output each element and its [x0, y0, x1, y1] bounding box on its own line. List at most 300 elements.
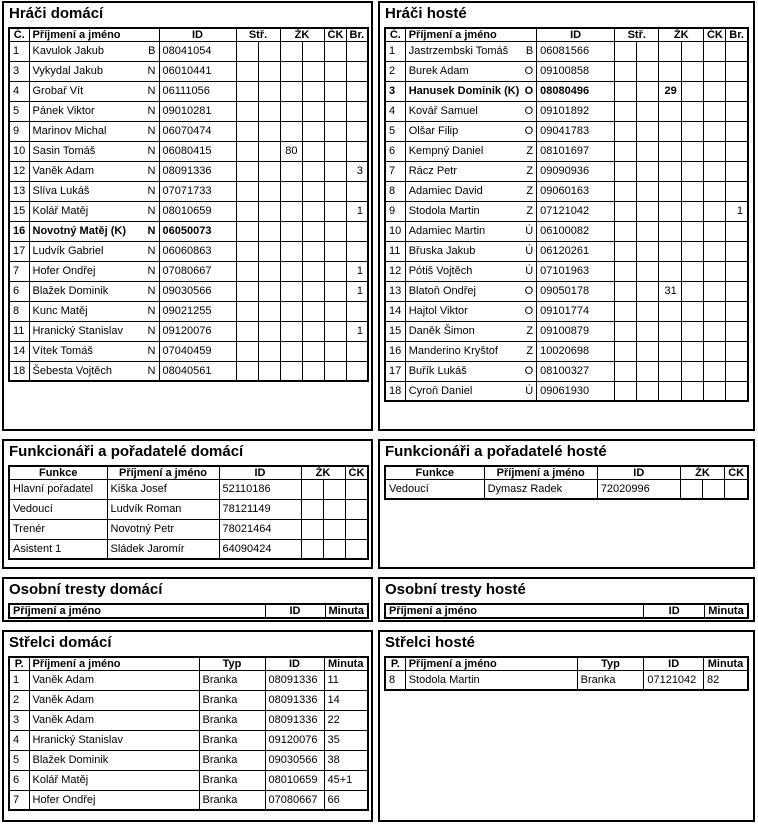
player-number: 16: [385, 341, 405, 361]
player-yellow-card-1: [659, 181, 681, 201]
player-name: Vítek Tomáš: [32, 345, 93, 358]
player-yellow-card-1: [280, 221, 302, 241]
player-goals: [726, 341, 748, 361]
player-substitution-1: [615, 281, 637, 301]
player-yellow-card-2: [302, 261, 324, 281]
official-row: [9, 479, 368, 499]
player-number: 4: [385, 101, 405, 121]
player-number: 13: [9, 181, 29, 201]
player-yellow-card-2: [681, 261, 703, 281]
player-substitution-1: [615, 41, 637, 61]
official-yellow-card-2: [323, 479, 345, 499]
player-substitution-2: [637, 221, 659, 241]
player-substitution-2: [258, 261, 280, 281]
player-red-card: [703, 301, 725, 321]
col-header-goals: Br.: [346, 28, 368, 42]
player-substitution-2: [637, 101, 659, 121]
scorer-name: Blažek Dominik: [29, 750, 199, 770]
player-substitution-1: [236, 221, 258, 241]
player-name: Břuska Jakub: [408, 245, 476, 258]
player-name: Grobař Vít: [32, 85, 84, 98]
player-yellow-card-2: [302, 161, 324, 181]
player-position: N: [147, 345, 156, 358]
player-name: Adamiec Martin: [408, 225, 486, 238]
player-number: 1: [385, 41, 405, 61]
players-away-title: Hráči hosté: [385, 5, 467, 22]
player-yellow-card-1: [659, 101, 681, 121]
player-goals: [726, 61, 748, 81]
player-red-card: [703, 281, 725, 301]
official-yellow-card-2: [702, 479, 724, 499]
player-id: 06111056: [159, 81, 236, 101]
player-red-card: [703, 81, 725, 101]
official-role: Vedoucí: [9, 499, 107, 519]
player-yellow-card-1: [280, 241, 302, 261]
player-goals: 1: [346, 201, 368, 221]
official-role: Asistent 1: [9, 539, 107, 559]
scorer-type: Branka: [199, 670, 265, 690]
official-row: [9, 519, 368, 539]
player-yellow-card-2: [302, 321, 324, 341]
scorer-name: Vaněk Adam: [29, 690, 199, 710]
player-name-cell: [405, 81, 536, 101]
player-position: O: [524, 85, 534, 98]
player-yellow-card-2: [681, 281, 703, 301]
player-number: 14: [9, 341, 29, 361]
player-goals: 1: [726, 201, 748, 221]
player-name-cell: [29, 141, 159, 161]
player-name: Kempný Daniel: [408, 145, 484, 158]
player-row: [385, 161, 748, 181]
player-number: 5: [9, 101, 29, 121]
player-goals: [726, 261, 748, 281]
player-name: Kolář Matěj: [32, 205, 89, 218]
player-substitution-2: [637, 261, 659, 281]
player-yellow-card-2: [681, 101, 703, 121]
player-goals: [346, 141, 368, 161]
player-red-card: [324, 41, 346, 61]
scorer-row: [9, 710, 368, 730]
player-row: [385, 121, 748, 141]
col-header-goals: Br.: [726, 28, 748, 42]
player-goals: [726, 181, 748, 201]
player-goals: [726, 321, 748, 341]
player-substitution-2: [258, 201, 280, 221]
player-substitution-2: [258, 341, 280, 361]
scorer-name: Hranický Stanislav: [29, 730, 199, 750]
player-name: Slíva Lukáš: [32, 185, 90, 198]
player-substitution-2: [637, 141, 659, 161]
col-header-id: ID: [159, 28, 236, 42]
player-position: N: [147, 245, 156, 258]
player-number: 3: [9, 61, 29, 81]
player-id: 06050073: [159, 221, 236, 241]
player-goals: [726, 301, 748, 321]
col-header-id: ID: [265, 604, 325, 618]
official-row: [9, 499, 368, 519]
player-position: N: [147, 65, 156, 78]
player-substitution-2: [637, 241, 659, 261]
player-red-card: [703, 161, 725, 181]
player-number: 8: [9, 301, 29, 321]
player-name: Daněk Šimon: [408, 325, 475, 338]
col-header-minute: Minuta: [704, 657, 749, 671]
player-substitution-1: [236, 121, 258, 141]
penalties-home-header-row: [9, 604, 368, 618]
player-red-card: [703, 221, 725, 241]
player-red-card: [703, 361, 725, 381]
player-position: N: [147, 285, 156, 298]
player-name: Cyroň Daniel: [408, 385, 473, 398]
player-row: [385, 81, 748, 101]
player-yellow-card-2: [302, 101, 324, 121]
player-name: Ludvík Gabriel: [32, 245, 104, 258]
col-header-name: Příjmení a jméno: [29, 657, 199, 671]
player-row: [385, 241, 748, 261]
player-yellow-card-2: [302, 301, 324, 321]
players-home-title: Hráči domácí: [9, 5, 104, 22]
player-goals: [726, 121, 748, 141]
player-goals: [726, 161, 748, 181]
player-row: [385, 41, 748, 61]
col-header-id: ID: [644, 657, 704, 671]
scorer-id: 07080667: [265, 790, 324, 810]
player-yellow-card-1: [280, 261, 302, 281]
player-goals: [346, 81, 368, 101]
player-row: [385, 61, 748, 81]
player-substitution-1: [615, 301, 637, 321]
player-yellow-card-1: 31: [659, 281, 681, 301]
player-yellow-card-2: [302, 201, 324, 221]
player-red-card: [324, 201, 346, 221]
player-yellow-card-1: [280, 121, 302, 141]
scorer-name: Vaněk Adam: [29, 710, 199, 730]
player-id: 09050178: [537, 281, 615, 301]
player-yellow-card-1: [659, 141, 681, 161]
scorers-section: [2, 630, 756, 822]
official-id: 64090424: [219, 539, 301, 559]
scorer-id: 08091336: [265, 690, 324, 710]
col-header-type: Typ: [577, 657, 644, 671]
player-yellow-card-2: [302, 41, 324, 61]
scorer-row: [9, 730, 368, 750]
player-substitution-2: [258, 301, 280, 321]
col-header-number: Č.: [9, 28, 29, 42]
penalties-away-header-row: [385, 604, 748, 618]
player-id: 09101774: [537, 301, 615, 321]
player-row: [9, 161, 368, 181]
player-substitution-1: [236, 101, 258, 121]
scorer-order: 7: [9, 790, 29, 810]
player-row: [9, 321, 368, 341]
player-number: 14: [385, 301, 405, 321]
player-row: [9, 241, 368, 261]
player-goals: 1: [346, 321, 368, 341]
scorer-name: Hofer Ondřej: [29, 790, 199, 810]
scorer-row: [9, 750, 368, 770]
player-row: [385, 381, 748, 401]
player-position: N: [147, 85, 156, 98]
col-header-minute: Minuta: [324, 657, 368, 671]
player-yellow-card-2: [681, 141, 703, 161]
player-yellow-card-2: [302, 341, 324, 361]
player-substitution-1: [615, 161, 637, 181]
player-yellow-card-2: [681, 161, 703, 181]
player-row: [9, 201, 368, 221]
player-position: Ú: [525, 385, 534, 398]
player-red-card: [324, 361, 346, 381]
player-substitution-1: [236, 181, 258, 201]
col-header-substitution: Stř.: [236, 28, 280, 42]
player-row: [385, 141, 748, 161]
official-red-card: [345, 539, 368, 559]
player-name-cell: [29, 321, 159, 341]
official-id: 78021464: [219, 519, 301, 539]
player-yellow-card-2: [681, 81, 703, 101]
player-position: N: [147, 365, 156, 378]
player-name: Kovář Samuel: [408, 105, 478, 118]
player-id: 07121042: [537, 201, 615, 221]
scorers-home-header-row: [9, 657, 368, 671]
player-id: 08041054: [159, 41, 236, 61]
penalties-home-panel: [2, 577, 373, 622]
player-substitution-1: [615, 121, 637, 141]
officials-home-title: Funkcionáři a pořadatelé domácí: [9, 443, 244, 460]
official-name: Sládek Jaromír: [107, 539, 219, 559]
player-row: [385, 281, 748, 301]
player-name-cell: [405, 201, 536, 221]
player-yellow-card-1: [280, 161, 302, 181]
player-substitution-2: [258, 221, 280, 241]
player-number: 10: [9, 141, 29, 161]
player-number: 17: [385, 361, 405, 381]
player-red-card: [324, 141, 346, 161]
player-name-cell: [405, 41, 536, 61]
player-number: 15: [385, 321, 405, 341]
player-name-cell: [405, 341, 536, 361]
player-red-card: [324, 341, 346, 361]
player-name-cell: [405, 101, 536, 121]
player-row: [9, 221, 368, 241]
player-number: 18: [385, 381, 405, 401]
player-name-cell: [405, 181, 536, 201]
player-red-card: [703, 121, 725, 141]
penalties-section: [2, 577, 756, 622]
scorer-type: Branka: [199, 690, 265, 710]
player-red-card: [703, 61, 725, 81]
scorer-row: [9, 770, 368, 790]
player-position: N: [147, 205, 156, 218]
player-position: Ú: [525, 225, 534, 238]
player-yellow-card-2: [302, 241, 324, 261]
player-red-card: [324, 321, 346, 341]
player-row: [9, 81, 368, 101]
player-row: [9, 101, 368, 121]
official-yellow-card-1: [680, 479, 702, 499]
player-name-cell: [29, 361, 159, 381]
player-row: [385, 361, 748, 381]
player-yellow-card-2: [302, 121, 324, 141]
player-substitution-1: [236, 341, 258, 361]
player-substitution-1: [615, 81, 637, 101]
player-yellow-card-1: [659, 221, 681, 241]
player-number: 3: [385, 81, 405, 101]
official-yellow-card-1: [301, 499, 323, 519]
player-goals: [346, 121, 368, 141]
player-goals: [346, 301, 368, 321]
player-row: [385, 321, 748, 341]
col-header-yellow-card: ŽK: [301, 466, 345, 480]
player-name: Blažek Dominik: [32, 285, 109, 298]
player-row: [9, 41, 368, 61]
player-position: O: [524, 305, 534, 318]
official-red-card: [345, 479, 368, 499]
player-substitution-1: [236, 61, 258, 81]
players-home-panel: [2, 1, 373, 431]
player-id: 09021255: [159, 301, 236, 321]
penalties-away-panel: [378, 577, 755, 622]
players-away-panel: [378, 1, 755, 431]
player-yellow-card-1: [280, 41, 302, 61]
player-name: Jastrzembski Tomáš: [408, 45, 509, 58]
officials-away-table: [384, 465, 749, 501]
player-position: O: [524, 125, 534, 138]
player-goals: [346, 41, 368, 61]
player-substitution-2: [258, 121, 280, 141]
official-role: Trenér: [9, 519, 107, 539]
player-id: 07071733: [159, 181, 236, 201]
player-yellow-card-1: [659, 201, 681, 221]
scorers-away-panel: [378, 630, 755, 822]
player-red-card: [703, 181, 725, 201]
official-name: Ludvík Roman: [107, 499, 219, 519]
player-red-card: [324, 161, 346, 181]
player-row: [9, 121, 368, 141]
player-id: 08010659: [159, 201, 236, 221]
player-yellow-card-2: [681, 221, 703, 241]
player-yellow-card-1: [280, 301, 302, 321]
player-goals: [726, 41, 748, 61]
player-number: 11: [385, 241, 405, 261]
scorer-order: 6: [9, 770, 29, 790]
player-row: [385, 181, 748, 201]
player-yellow-card-2: [681, 241, 703, 261]
player-yellow-card-1: [659, 381, 681, 401]
official-row: [9, 539, 368, 559]
player-yellow-card-1: [280, 321, 302, 341]
player-id: 08040561: [159, 361, 236, 381]
player-substitution-2: [637, 81, 659, 101]
player-substitution-2: [258, 161, 280, 181]
player-id: 09100858: [537, 61, 615, 81]
player-number: 9: [9, 121, 29, 141]
player-goals: [726, 361, 748, 381]
player-name-cell: [29, 281, 159, 301]
player-red-card: [324, 61, 346, 81]
official-name: Kiška Josef: [107, 479, 219, 499]
scorers-away-header-row: [385, 657, 748, 671]
official-id: 72020996: [597, 479, 680, 499]
player-name-cell: [405, 61, 536, 81]
player-name-cell: [29, 161, 159, 181]
scorer-minute: 22: [324, 710, 368, 730]
player-name-cell: [405, 381, 536, 401]
player-yellow-card-2: [681, 341, 703, 361]
scorers-away-title: Střelci hosté: [385, 634, 476, 651]
player-name-cell: [29, 201, 159, 221]
player-number: 18: [9, 361, 29, 381]
player-row: [9, 361, 368, 381]
player-goals: [346, 361, 368, 381]
player-name-cell: [405, 281, 536, 301]
player-goals: 3: [346, 161, 368, 181]
player-goals: [346, 101, 368, 121]
scorer-order: 4: [9, 730, 29, 750]
col-header-order: P.: [385, 657, 405, 671]
player-id: 10020698: [537, 341, 615, 361]
col-header-red-card: ČK: [703, 28, 725, 42]
player-number: 12: [385, 261, 405, 281]
player-position: O: [524, 105, 534, 118]
player-name: Olšar Filip: [408, 125, 459, 138]
player-name-cell: [29, 121, 159, 141]
player-substitution-2: [637, 61, 659, 81]
col-header-red-card: ČK: [725, 466, 748, 480]
player-red-card: [703, 241, 725, 261]
player-row: [9, 341, 368, 361]
players-home-table: [8, 27, 369, 383]
player-yellow-card-1: [659, 61, 681, 81]
player-position: N: [147, 165, 156, 178]
player-substitution-2: [258, 241, 280, 261]
player-yellow-card-1: [280, 61, 302, 81]
player-substitution-2: [258, 181, 280, 201]
player-substitution-2: [258, 141, 280, 161]
player-substitution-1: [615, 341, 637, 361]
player-name-cell: [29, 241, 159, 261]
player-yellow-card-1: [659, 241, 681, 261]
col-header-yellow-card: ŽK: [280, 28, 324, 42]
player-red-card: [324, 181, 346, 201]
players-section: [2, 1, 756, 431]
player-name: Hanusek Dominik (K): [408, 85, 520, 98]
col-header-yellow-card: ŽK: [659, 28, 703, 42]
player-name-cell: [29, 341, 159, 361]
player-position: Z: [526, 325, 534, 338]
player-position: N: [147, 305, 156, 318]
player-name: Pótiš Vojtěch: [408, 265, 473, 278]
player-substitution-2: [637, 161, 659, 181]
player-yellow-card-1: [280, 361, 302, 381]
player-row: [9, 281, 368, 301]
players-home-header-row: [9, 28, 368, 42]
player-substitution-1: [615, 181, 637, 201]
player-row: [385, 201, 748, 221]
player-id: 09100879: [537, 321, 615, 341]
player-yellow-card-1: [659, 341, 681, 361]
player-yellow-card-2: [302, 221, 324, 241]
player-substitution-1: [615, 261, 637, 281]
penalties-away-title: Osobní tresty hosté: [385, 581, 526, 598]
player-row: [9, 181, 368, 201]
official-id: 78121149: [219, 499, 301, 519]
official-name: Dymasz Radek: [484, 479, 597, 499]
player-goals: [726, 141, 748, 161]
player-position: B: [525, 45, 534, 58]
player-red-card: [324, 81, 346, 101]
player-position: N: [147, 145, 156, 158]
player-position: N: [147, 325, 156, 338]
